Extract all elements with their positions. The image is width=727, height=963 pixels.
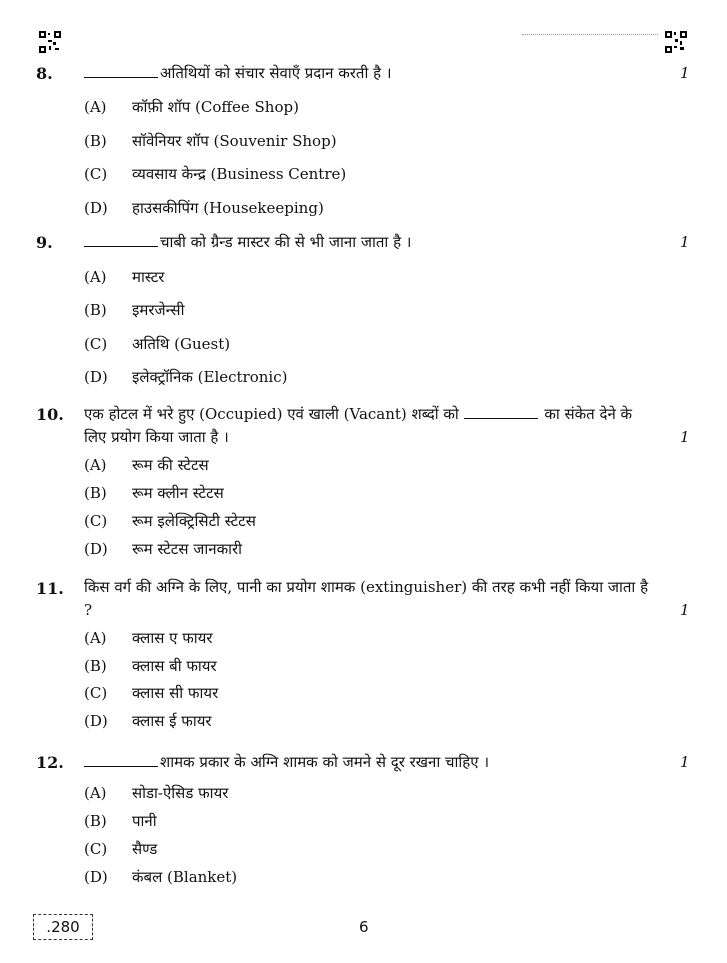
question-number: 8.: [36, 64, 53, 83]
option-c: (C) व्यवसाय केन्द्र (Business Centre): [84, 165, 347, 183]
answer-blank: [84, 63, 158, 78]
option-d: (D) रूम स्टेटस जानकारी: [84, 540, 243, 558]
option-d: (D) क्लास ई फायर: [84, 712, 212, 730]
header-divider: [522, 34, 658, 36]
option-c: (C) सैण्ड: [84, 840, 158, 858]
option-b: (B) रूम क्लीन स्टेटस: [84, 484, 224, 502]
question-text: अतिथियों को संचार सेवाएँ प्रदान करती है ।: [84, 62, 654, 85]
paper-code: .280: [33, 914, 93, 940]
option-c: (C) क्लास सी फायर: [84, 684, 219, 702]
option-a: (A) सोडा-ऐसिड फायर: [84, 784, 229, 802]
answer-blank: [464, 404, 538, 419]
option-d: (D) इलेक्ट्रॉनिक (Electronic): [84, 368, 288, 386]
option-b: (B) इमरजेन्सी: [84, 301, 185, 319]
answer-blank: [84, 232, 158, 247]
option-a: (A) मास्टर: [84, 268, 165, 286]
qr-code-left-icon: [39, 31, 61, 53]
question-text: एक होटल में भरे हुए (Occupied) एवं खाली (Vacant) शब्दों को का संकेत देने के लिए प्रयोग किया जाता है ।: [84, 405, 633, 446]
option-b: (B) क्लास बी फायर: [84, 657, 217, 675]
option-d: (D) हाउसकीपिंग (Housekeeping): [84, 199, 324, 217]
answer-blank: [84, 752, 158, 767]
question-number: 9.: [36, 233, 53, 252]
question-marks: 1: [680, 428, 690, 446]
question-number: 10.: [36, 405, 64, 424]
question-marks: 1: [680, 753, 690, 771]
option-c: (C) रूम इलेक्ट्रिसिटी स्टेटस: [84, 512, 256, 530]
question-number: 12.: [36, 753, 64, 772]
question-text: चाबी को ग्रैन्ड मास्टर की से भी जाना जाता है ।: [84, 231, 654, 254]
question-text: शामक प्रकार के अग्नि शामक को जमने से दूर रखना चाहिए ।: [84, 751, 654, 774]
option-a: (A) रूम की स्टेटस: [84, 456, 209, 474]
page-number: 6: [359, 918, 369, 936]
question-marks: 1: [680, 601, 690, 619]
option-b: (B) पानी: [84, 812, 157, 830]
option-a: (A) कॉफ़ी शॉप (Coffee Shop): [84, 98, 299, 116]
question-marks: 1: [680, 64, 690, 82]
question-text: किस वर्ग की अग्नि के लिए, पानी का प्रयोग शामक (extinguisher) की तरह कभी नहीं किया जाता है ?: [84, 578, 649, 619]
qr-code-right-icon: [665, 31, 687, 53]
option-b: (B) सॉवेनियर शॉप (Souvenir Shop): [84, 132, 337, 150]
question-number: 11.: [36, 579, 64, 598]
option-c: (C) अतिथि (Guest): [84, 335, 231, 353]
question-marks: 1: [680, 233, 690, 251]
option-a: (A) क्लास ए फायर: [84, 629, 213, 647]
option-d: (D) कंबल (Blanket): [84, 868, 238, 886]
